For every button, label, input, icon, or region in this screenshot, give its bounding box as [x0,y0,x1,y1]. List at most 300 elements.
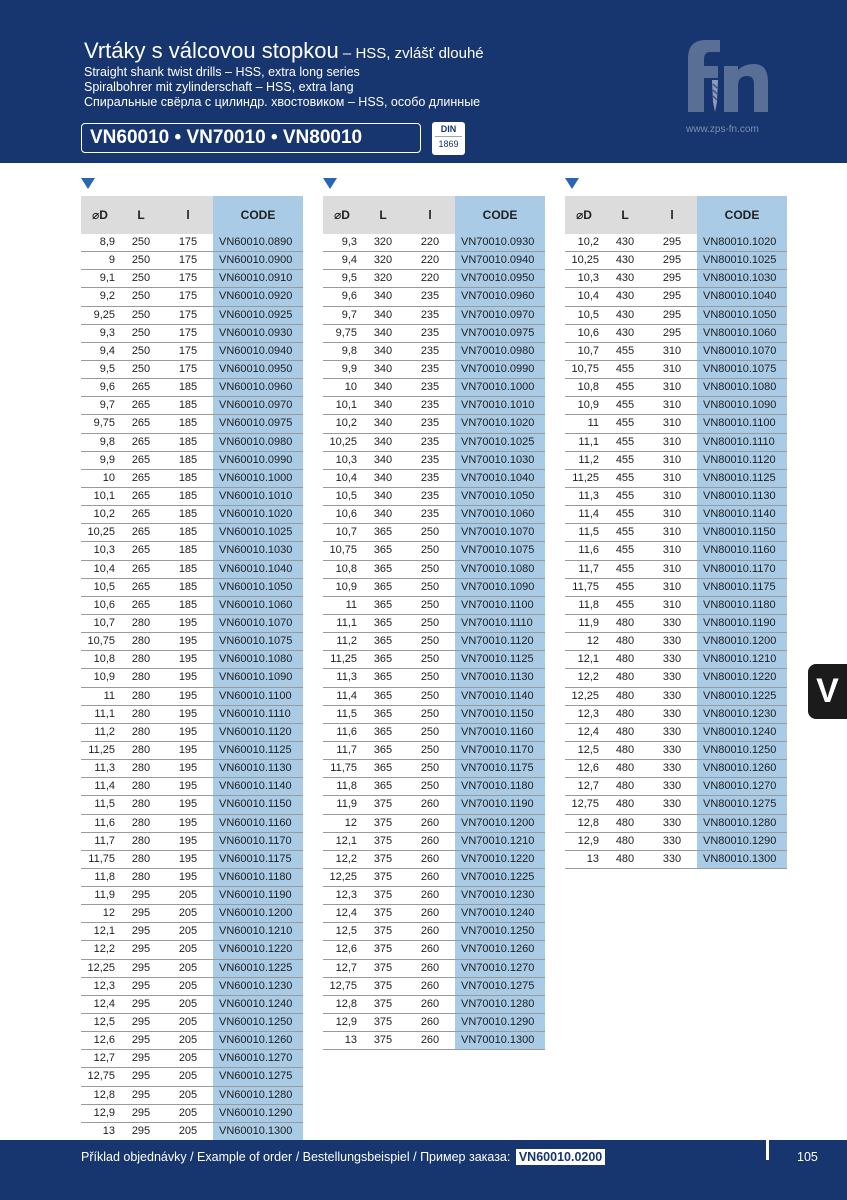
length-cell: 295 [131,997,151,1010]
code-cell: VN70010.1125 [455,651,545,668]
diameter-cell: 10,2 [335,417,357,430]
diameter-cell: 10,7 [335,526,357,539]
length-cell: 430 [615,272,635,285]
code-cell: VN60010.0930 [213,325,303,342]
code-cell: VN70010.1025 [455,434,545,451]
length-cell: 365 [373,671,393,684]
length-cell: 375 [373,834,393,847]
diameter-cell: 13 [102,1124,115,1137]
table-row [323,524,545,542]
table-row [81,234,303,252]
diameter-cell: 12 [102,907,115,920]
diameter-cell: 11,3 [578,489,599,502]
code-cell: VN70010.1150 [455,706,545,723]
diameter-cell: 10,9 [335,580,357,593]
diameter-cell: 12,1 [335,834,357,847]
flute-length-cell: 310 [662,381,682,394]
flute-length-cell: 185 [178,435,198,448]
length-cell: 280 [131,725,151,738]
diameter-cell: 11,8 [336,780,357,793]
diameter-cell: 9,6 [99,381,115,394]
length-cell: 455 [615,453,635,466]
diameter-cell: 9,5 [341,272,357,285]
table-row [81,325,303,343]
diameter-cell: 11,6 [94,816,115,829]
flute-length-cell: 310 [662,417,682,430]
section-tab-v[interactable]: V [808,664,847,719]
table-header [81,196,303,234]
diameter-cell: 10,3 [577,272,599,285]
length-cell: 455 [615,399,635,412]
diameter-cell: 11,5 [336,707,357,720]
length-cell: 455 [615,489,635,502]
table-row [565,778,787,796]
diameter-cell: 12,75 [571,798,599,811]
table-row [81,760,303,778]
diameter-cell: 11,4 [336,689,357,702]
length-cell: 295 [131,1034,151,1047]
length-cell: 375 [373,889,393,902]
length-cell: 265 [131,562,151,575]
table-row [323,307,545,325]
code-cell: VN80010.1070 [697,343,787,360]
length-cell: 265 [131,508,151,521]
length-cell: 455 [615,471,635,484]
code-cell: VN70010.1260 [455,941,545,958]
code-cell: VN80010.1020 [697,234,787,251]
diameter-cell: 11,1 [336,616,357,629]
table-header [323,196,545,234]
length-cell: 280 [131,798,151,811]
diameter-cell: 11,7 [336,743,357,756]
flute-length-cell: 185 [178,399,198,412]
table-row [323,470,545,488]
length-cell: 365 [373,598,393,611]
code-cell: VN60010.0975 [213,415,303,432]
flute-length-cell: 260 [420,889,440,902]
diameter-cell: 9 [108,254,115,267]
flute-length-cell: 310 [662,489,682,502]
code-cell: VN70010.1030 [455,452,545,469]
flute-length-cell: 195 [178,816,198,829]
flute-length-cell: 175 [178,254,198,267]
table-row [81,542,303,560]
diameter-cell: 10,25 [329,435,357,448]
length-cell: 280 [131,762,151,775]
diameter-cell: 10,75 [87,635,115,648]
length-cell: 340 [373,326,393,339]
flute-length-cell: 330 [662,762,682,775]
diameter-cell: 9,9 [99,453,115,466]
table-row [565,579,787,597]
flute-length-cell: 295 [662,272,682,285]
length-cell: 265 [131,399,151,412]
diameter-cell: 10,2 [93,508,115,521]
length-cell: 295 [131,1016,151,1029]
length-cell: 320 [373,272,393,285]
code-cell: VN60010.1250 [213,1014,303,1031]
diameter-cell: 10,9 [577,399,599,412]
page-header [0,0,847,163]
table-row [81,343,303,361]
diameter-cell: 10,3 [335,453,357,466]
subtitle-russian: Спиральные свёрла с цилиндр. хвостовиком – HSS, особо длинные [84,95,481,109]
code-cell: VN80010.1125 [697,470,787,487]
length-cell: 480 [615,798,635,811]
table-row [565,615,787,633]
table-row [565,760,787,778]
code-cell: VN80010.1230 [697,706,787,723]
length-cell: 455 [615,562,635,575]
diameter-cell: 10,6 [93,598,115,611]
code-header: CODE [213,196,303,234]
diameter-cell: 11,1 [578,435,599,448]
table-row [81,1068,303,1086]
length-cell: 280 [131,707,151,720]
length-cell: 340 [373,290,393,303]
flute-length-cell: 185 [178,417,198,430]
product-codes-box: VN60010 • VN70010 • VN80010 [81,123,421,153]
subtitle-lines [84,65,480,110]
flute-length-cell: 250 [420,743,440,756]
code-cell: VN80010.1080 [697,379,787,396]
code-cell: VN60010.1275 [213,1068,303,1085]
flute-length-cell: 250 [420,780,440,793]
length-cell: 250 [131,308,151,321]
diameter-cell: 11,6 [578,544,599,557]
table-row [81,742,303,760]
code-cell: VN60010.1070 [213,615,303,632]
code-cell: VN60010.1210 [213,923,303,940]
diameter-cell: 12,7 [93,1052,115,1065]
code-cell: VN70010.0990 [455,361,545,378]
code-cell: VN80010.1170 [697,561,787,578]
table-row [81,1032,303,1050]
flute-length-cell: 260 [420,834,440,847]
table-row [565,307,787,325]
diameter-cell: 11 [345,598,357,611]
flute-length-cell: 235 [420,381,440,394]
length-cell: 295 [131,979,151,992]
diameter-cell: 12,6 [335,943,357,956]
flute-length-cell: 330 [662,816,682,829]
diameter-cell: 12,5 [577,743,599,756]
flute-length-cell: 195 [178,725,198,738]
code-cell: VN70010.1250 [455,923,545,940]
flute-length-cell: 235 [420,399,440,412]
code-cell: VN60010.0910 [213,270,303,287]
table-row [323,288,545,306]
code-cell: VN70010.0975 [455,325,545,342]
code-cell: VN70010.1170 [455,742,545,759]
table-row [81,651,303,669]
code-cell: VN80010.1150 [697,524,787,541]
table-row [565,343,787,361]
diameter-cell: 12,25 [571,689,599,702]
flute-length-cell: 330 [662,834,682,847]
flute-length-cell: 310 [662,526,682,539]
code-cell: VN80010.1140 [697,506,787,523]
table-row [81,1123,303,1141]
flute-length-cell: 185 [178,562,198,575]
flute-length-cell: 195 [178,870,198,883]
flute-length-cell: 250 [420,635,440,648]
flute-length-cell: 205 [178,943,198,956]
length-cell: 265 [131,453,151,466]
length-cell: 365 [373,526,393,539]
diameter-cell: 12,8 [335,997,357,1010]
code-cell: VN70010.1290 [455,1014,545,1031]
diameter-cell: 12,3 [335,889,357,902]
code-cell: VN80010.1120 [697,452,787,469]
length-cell: 295 [131,943,151,956]
code-cell: VN70010.1230 [455,887,545,904]
code-cell: VN60010.1270 [213,1050,303,1067]
diameter-cell: 9,3 [341,236,357,248]
flute-length-cell: 250 [420,580,440,593]
code-cell: VN70010.1075 [455,542,545,559]
code-cell: VN60010.0940 [213,343,303,360]
code-cell: VN80010.1290 [697,833,787,850]
flute-length-cell: 220 [420,272,440,285]
diameter-cell: 11,5 [578,526,599,539]
flute-length-cell: 260 [420,1016,440,1029]
length-cell: 265 [131,598,151,611]
flute-length-cell: 330 [662,616,682,629]
diameter-cell: 12,9 [577,834,599,847]
flute-length-cell: 250 [420,671,440,684]
length-cell: 340 [373,508,393,521]
flute-length-cell: 250 [420,562,440,575]
length-cell: 265 [131,417,151,430]
table-row [565,796,787,814]
table-row [81,923,303,941]
flute-length-cell: 220 [420,254,440,267]
code-cell: VN60010.1260 [213,1032,303,1049]
flute-length-cell: 185 [178,580,198,593]
length-cell: 295 [131,889,151,902]
diameter-cell: 12,6 [577,762,599,775]
diameter-cell: 10,75 [329,544,357,557]
length-cell: 455 [615,508,635,521]
code-cell: VN80010.1275 [697,796,787,813]
diameter-cell: 10,2 [577,236,599,248]
diameter-cell: 12,8 [577,816,599,829]
code-cell: VN60010.1170 [213,833,303,850]
table-row [565,651,787,669]
code-cell: VN60010.1225 [213,960,303,977]
footer-divider [766,1140,769,1160]
code-cell: VN70010.1275 [455,978,545,995]
code-cell: VN60010.1230 [213,978,303,995]
length-cell: 295 [131,961,151,974]
flute-length-cell: 175 [178,362,198,375]
diameter-cell: 9,5 [99,362,115,375]
length-cell: 265 [131,544,151,557]
din-number: 1869 [435,136,462,151]
table-row [323,815,545,833]
diameter-cell: 12,6 [93,1034,115,1047]
table-row [81,506,303,524]
flute-length-cell: 260 [420,907,440,920]
code-cell: VN70010.0940 [455,252,545,269]
length-cell: 340 [373,417,393,430]
code-cell: VN60010.1000 [213,470,303,487]
flute-length-header: l [405,196,455,234]
flute-length-cell: 295 [662,326,682,339]
diameter-cell: 12,3 [93,979,115,992]
diameter-cell: 10,8 [335,562,357,575]
table-row [81,778,303,796]
flute-length-cell: 310 [662,453,682,466]
flute-length-cell: 330 [662,707,682,720]
table-row [565,688,787,706]
triangle-down-icon [81,178,95,189]
diameter-cell: 10,75 [571,362,599,375]
code-cell: VN80010.1025 [697,252,787,269]
code-cell: VN80010.1100 [697,415,787,432]
code-cell: VN70010.1220 [455,851,545,868]
length-cell: 365 [373,743,393,756]
length-cell: 455 [615,362,635,375]
flute-length-cell: 260 [420,943,440,956]
code-cell: VN60010.1080 [213,651,303,668]
diameter-cell: 11,8 [94,870,115,883]
diameter-cell: 12,5 [93,1016,115,1029]
table-row [323,688,545,706]
length-cell: 295 [131,1106,151,1119]
table-row [81,905,303,923]
table-row [323,651,545,669]
page-number: 105 [797,1150,818,1164]
table-row [565,488,787,506]
flute-length-cell: 205 [178,979,198,992]
length-cell: 250 [131,326,151,339]
table-row [81,887,303,905]
table-row [565,833,787,851]
table-row [323,506,545,524]
code-cell: VN70010.1090 [455,579,545,596]
length-cell: 265 [131,471,151,484]
table-row [81,1014,303,1032]
length-cell: 430 [615,236,635,248]
diameter-cell: 12,2 [93,943,115,956]
table-row [323,561,545,579]
table-row [565,669,787,687]
code-cell: VN80010.1030 [697,270,787,287]
length-cell: 375 [373,1016,393,1029]
length-cell: 365 [373,653,393,666]
code-cell: VN70010.1010 [455,397,545,414]
code-cell: VN80010.1175 [697,579,787,596]
flute-length-cell: 260 [420,852,440,865]
diameter-cell: 11,7 [578,562,599,575]
table-row [81,252,303,270]
table-row [323,778,545,796]
table-row [81,524,303,542]
code-cell: VN60010.1240 [213,996,303,1013]
flute-length-cell: 205 [178,1106,198,1119]
code-cell: VN70010.1130 [455,669,545,686]
diameter-cell: 9,9 [341,362,357,375]
diameter-cell: 11,75 [88,852,115,865]
code-cell: VN80010.1090 [697,397,787,414]
code-cell: VN60010.1200 [213,905,303,922]
table-row [81,488,303,506]
flute-length-cell: 330 [662,798,682,811]
length-cell: 480 [615,852,635,865]
table-row [323,905,545,923]
flute-length-cell: 310 [662,399,682,412]
length-cell: 365 [373,725,393,738]
code-cell: VN60010.1130 [213,760,303,777]
code-cell: VN60010.1180 [213,869,303,886]
flute-length-cell: 195 [178,798,198,811]
flute-length-cell: 250 [420,725,440,738]
code-cell: VN70010.1060 [455,506,545,523]
flute-length-cell: 330 [662,743,682,756]
flute-length-cell: 310 [662,544,682,557]
diameter-cell: 10,8 [577,381,599,394]
subtitle-german: Spiralbohrer mit zylinderschaft – HSS, extra lang [84,80,354,94]
flute-length-cell: 310 [662,362,682,375]
diameter-cell: 10 [344,381,357,394]
diameter-cell: 10,6 [335,508,357,521]
table-row [323,706,545,724]
diameter-cell: 12,25 [87,961,115,974]
code-cell: VN80010.1060 [697,325,787,342]
table-row [81,1050,303,1068]
length-cell: 280 [131,834,151,847]
table-row [81,706,303,724]
table-row [81,960,303,978]
flute-length-cell: 310 [662,598,682,611]
flute-length-cell: 260 [420,816,440,829]
flute-length-cell: 260 [420,925,440,938]
flute-length-cell: 260 [420,997,440,1010]
code-cell: VN60010.1120 [213,724,303,741]
flute-length-cell: 330 [662,725,682,738]
diameter-cell: 11,5 [94,798,115,811]
table-row [565,742,787,760]
length-cell: 340 [373,399,393,412]
diameter-cell: 11,25 [88,743,115,756]
flute-length-cell: 195 [178,707,198,720]
flute-length-cell: 295 [662,308,682,321]
code-cell: VN60010.1220 [213,941,303,958]
length-cell: 430 [615,254,635,267]
flute-length-cell: 235 [420,417,440,430]
code-cell: VN70010.0970 [455,307,545,324]
table-row [565,706,787,724]
length-cell: 455 [615,544,635,557]
table-row [565,633,787,651]
flute-length-cell: 250 [420,707,440,720]
code-cell: VN60010.0925 [213,307,303,324]
code-cell: VN60010.1140 [213,778,303,795]
flute-length-cell: 195 [178,780,198,793]
website-url[interactable]: www.zps-fn.com [686,124,759,135]
code-cell: VN80010.1220 [697,669,787,686]
code-cell: VN80010.1225 [697,688,787,705]
code-cell: VN60010.1190 [213,887,303,904]
flute-length-cell: 185 [178,381,198,394]
length-cell: 295 [131,1124,151,1137]
fn-logo [680,30,772,120]
code-cell: VN80010.1130 [697,488,787,505]
diameter-cell: 11,9 [336,798,357,811]
length-cell: 375 [373,870,393,883]
